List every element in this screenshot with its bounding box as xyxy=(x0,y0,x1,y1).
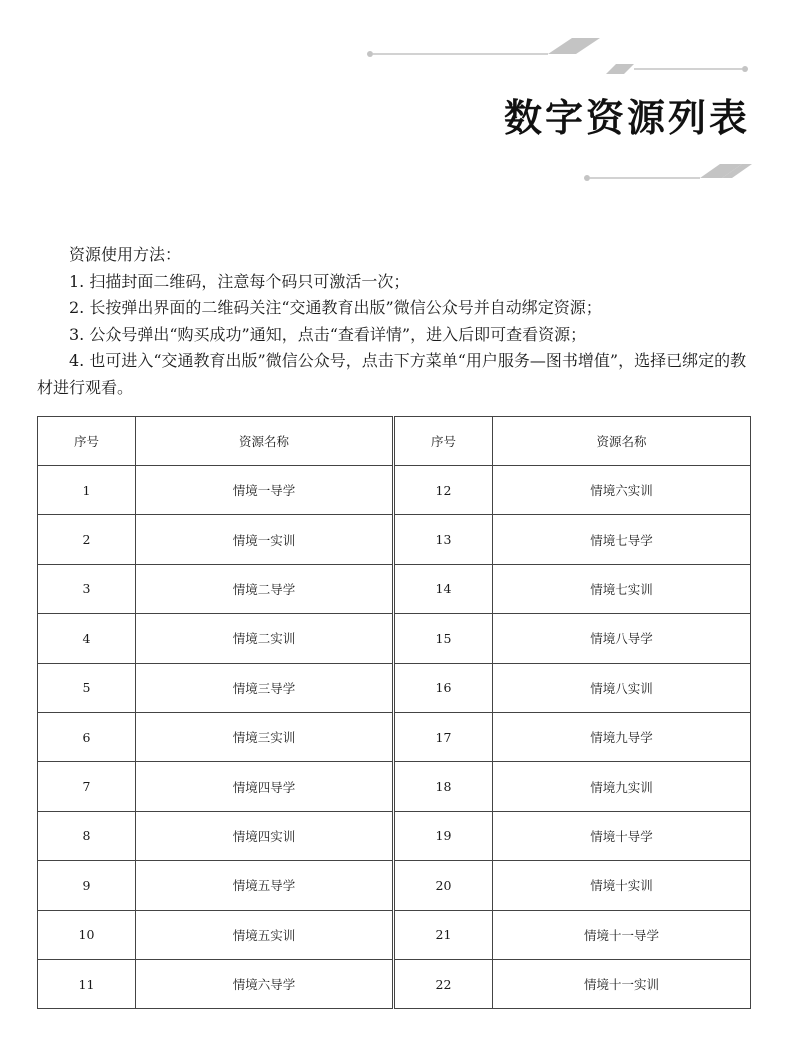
cell-index: 2 xyxy=(38,515,136,564)
header-index-left: 序号 xyxy=(38,417,136,466)
cell-resource-name: 情境四导学 xyxy=(136,762,394,811)
cell-index: 12 xyxy=(394,466,493,515)
header-index-right: 序号 xyxy=(394,417,493,466)
cell-resource-name: 情境十一实训 xyxy=(493,959,751,1008)
cell-resource-name: 情境二导学 xyxy=(136,564,394,613)
cell-index: 17 xyxy=(394,712,493,761)
table-row xyxy=(38,515,751,564)
cell-resource-name: 情境十导学 xyxy=(493,811,751,860)
cell-index: 13 xyxy=(394,515,493,564)
cell-resource-name: 情境十一导学 xyxy=(493,910,751,959)
cell-resource-name: 情境八导学 xyxy=(493,614,751,663)
cell-resource-name: 情境一导学 xyxy=(136,466,394,515)
header-name-right: 资源名称 xyxy=(493,417,751,466)
cell-resource-name: 情境六实训 xyxy=(493,466,751,515)
cell-resource-name: 情境七实训 xyxy=(493,564,751,613)
cell-resource-name: 情境三实训 xyxy=(136,712,394,761)
cell-index: 5 xyxy=(38,663,136,712)
cell-resource-name: 情境三导学 xyxy=(136,663,394,712)
cell-resource-name: 情境八实训 xyxy=(493,663,751,712)
table-row xyxy=(38,861,751,910)
cell-resource-name: 情境五实训 xyxy=(136,910,394,959)
cell-index: 18 xyxy=(394,762,493,811)
table-row xyxy=(38,762,751,811)
instruction-step-2: 2. 长按弹出界面的二维码关注“交通教育出版”微信公众号并自动绑定资源； xyxy=(69,298,602,317)
table-row xyxy=(38,466,751,515)
instructions-heading: 资源使用方法： xyxy=(69,245,182,264)
cell-index: 6 xyxy=(38,712,136,761)
bottom-deco-line xyxy=(584,164,752,181)
cell-index: 10 xyxy=(38,910,136,959)
cell-index: 14 xyxy=(394,564,493,613)
cell-resource-name: 情境四实训 xyxy=(136,811,394,860)
instruction-step-4: 4. 也可进入“交通教育出版”微信公众号，点击下方菜单“用户服务—图书增值”，选择已绑定的教材进行观看。 xyxy=(37,351,747,397)
cell-index: 3 xyxy=(38,564,136,613)
table-row xyxy=(38,614,751,663)
table-row xyxy=(38,712,751,761)
cell-resource-name: 情境十实训 xyxy=(493,861,751,910)
table-row xyxy=(38,959,751,1008)
cell-index: 20 xyxy=(394,861,493,910)
cell-index: 1 xyxy=(38,466,136,515)
cell-resource-name: 情境一实训 xyxy=(136,515,394,564)
table-row xyxy=(38,910,751,959)
cell-resource-name: 情境二实训 xyxy=(136,614,394,663)
cell-index: 8 xyxy=(38,811,136,860)
cell-resource-name: 情境五导学 xyxy=(136,861,394,910)
table-header-row xyxy=(38,417,751,466)
cell-resource-name: 情境七导学 xyxy=(493,515,751,564)
top-deco-line xyxy=(367,38,748,74)
cell-index: 16 xyxy=(394,663,493,712)
table-row xyxy=(38,663,751,712)
resource-table xyxy=(37,416,751,1009)
cell-resource-name: 情境九导学 xyxy=(493,712,751,761)
usage-instructions xyxy=(37,242,753,401)
cell-index: 19 xyxy=(394,811,493,860)
cell-index: 22 xyxy=(394,959,493,1008)
cell-resource-name: 情境九实训 xyxy=(493,762,751,811)
table-row xyxy=(38,811,751,860)
cell-index: 21 xyxy=(394,910,493,959)
cell-index: 15 xyxy=(394,614,493,663)
cell-index: 9 xyxy=(38,861,136,910)
cell-index: 11 xyxy=(38,959,136,1008)
cell-resource-name: 情境六导学 xyxy=(136,959,394,1008)
cell-index: 4 xyxy=(38,614,136,663)
table-row xyxy=(38,564,751,613)
cell-index: 7 xyxy=(38,762,136,811)
instruction-step-3: 3. 公众号弹出“购买成功”通知，点击“查看详情”，进入后即可查看资源； xyxy=(69,324,587,344)
header-name-left: 资源名称 xyxy=(136,417,394,466)
instruction-step-1: 1. 扫描封面二维码，注意每个码只可激活一次； xyxy=(69,271,410,291)
page-title: 数字资源列表 xyxy=(503,96,750,140)
